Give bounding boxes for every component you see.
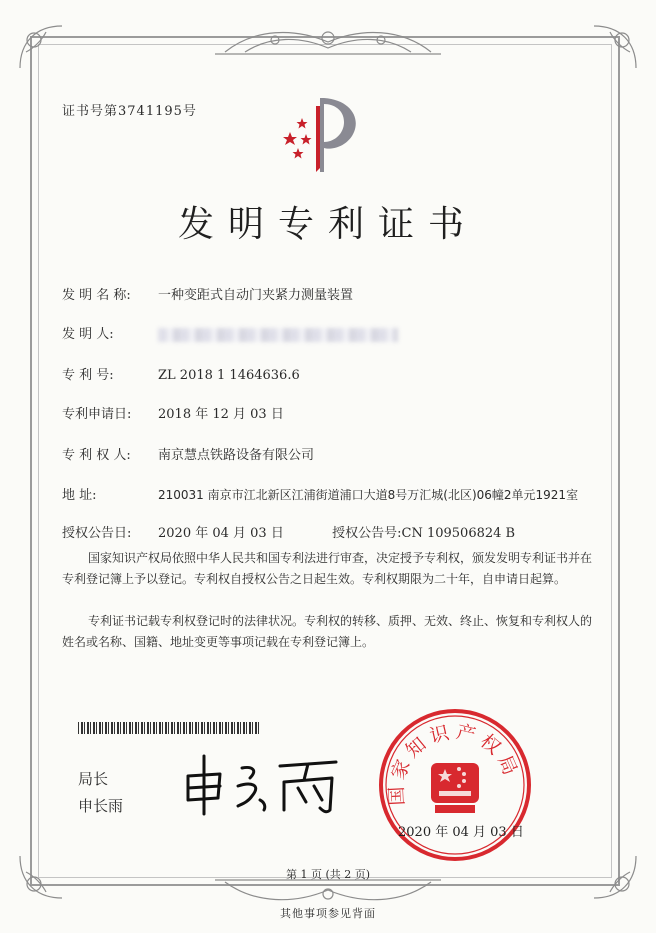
redacted-inventor-names: [158, 328, 398, 342]
field-label: 发 明 名 称:: [62, 288, 131, 303]
field-label: 专 利 权 人:: [62, 448, 131, 463]
official-seal: [375, 705, 535, 865]
grant-number-label: 授权公告号:: [332, 526, 402, 541]
grant-date-label: 授权公告日:: [62, 526, 132, 541]
field-application-date: [62, 403, 284, 422]
field-value: 南京慧点铁路设备有限公司: [158, 448, 315, 463]
certificate-title: 发明专利证书: [177, 204, 478, 245]
director-signature: [180, 748, 350, 818]
certificate-number: 证书号第3741195号: [62, 104, 197, 119]
field-grant-info: [62, 522, 515, 541]
field-label: 地 址:: [62, 488, 97, 503]
corner-ornament-tl: [16, 22, 66, 72]
field-invention-name: [62, 284, 353, 303]
page-number: 第 1 页 (共 2 页): [285, 868, 371, 881]
barcode: [78, 722, 260, 734]
seal-text: 国家知识产权局: [385, 720, 524, 806]
field-inventor: [62, 323, 398, 342]
field-patent-number: [62, 364, 300, 383]
patent-office-logo: [272, 92, 372, 174]
field-value: 一种变距式自动门夹紧力测量装置: [158, 288, 354, 303]
field-value: 210031 南京市江北新区江浦街道浦口大道8号万汇城(北区)06幢2单元1921室: [158, 488, 579, 502]
director-title: 局长: [78, 770, 109, 788]
director-name: 申长雨: [78, 797, 124, 815]
back-note: 其他事项参见背面: [280, 907, 376, 920]
field-label: 专 利 号:: [62, 368, 114, 383]
field-value: ZL 2018 1 1464636.6: [158, 368, 300, 383]
seal-date: 2020 年 04 月 03 日: [398, 825, 524, 840]
corner-ornament-tr: [590, 22, 640, 72]
field-address: [62, 484, 578, 503]
field-label: 专利申请日:: [62, 407, 132, 422]
field-label: 发 明 人:: [62, 327, 114, 342]
field-value: 2018 年 12 月 03 日: [158, 407, 284, 422]
bottom-ornament: [215, 878, 441, 908]
grant-number-value: CN 109506824 B: [401, 526, 516, 541]
top-ornament: [215, 24, 441, 58]
statement-paragraph-2: 专利证书记载专利权登记时的法律状况。专利权的转移、质押、无效、终止、恢复和专利权人的姓名或名称、国籍、地址变更等事项记载在专利登记簿上。: [62, 614, 593, 649]
grant-date-value: 2020 年 04 月 03 日: [158, 526, 284, 541]
statement-paragraph-1: 国家知识产权局依照中华人民共和国专利法进行审查，决定授予专利权，颁发发明专利证书并在专利登记簿上予以登记。专利权自授权公告之日起生效。专利权期限为二十年，自申请日起算。: [62, 551, 593, 586]
field-patentee: [62, 444, 314, 463]
